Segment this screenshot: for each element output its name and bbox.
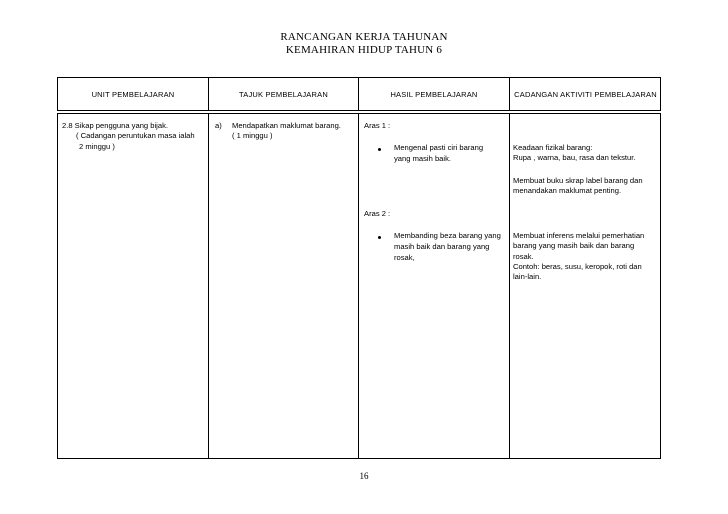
page-number: 16 bbox=[359, 471, 369, 481]
header-hasil-pembelajaran: HASIL PEMBELAJARAN bbox=[390, 89, 478, 99]
aras-2-outcome-end: rosak, bbox=[394, 253, 415, 262]
activity-scrapbook: Membuat buku skrap label barang dan bbox=[513, 176, 643, 185]
aras-2-outcome: Membanding beza barang yang bbox=[394, 231, 501, 240]
aras-2-label: Aras 2 : bbox=[364, 209, 391, 218]
tajuk-marker: a) bbox=[215, 121, 222, 130]
unit-duration: 2 minggu ) bbox=[79, 142, 115, 151]
bullet-icon bbox=[378, 148, 381, 151]
header-cadangan-aktiviti: CADANGAN AKTIVITI PEMBELAJARAN bbox=[514, 89, 657, 99]
column-divider bbox=[358, 114, 359, 458]
table-body-row bbox=[57, 113, 661, 459]
activity-inference-end: rosak. bbox=[513, 252, 534, 261]
aras-1-outcome: Mengenal pasti ciri barang bbox=[394, 143, 484, 152]
aras-2-outcome-cont: masih baik dan barang yang bbox=[394, 242, 490, 251]
activity-physical-attributes: Rupa , warna, bau, rasa dan tekstur. bbox=[513, 153, 636, 162]
activity-physical-condition: Keadaan fizikal barang: bbox=[513, 143, 593, 152]
aras-1-label: Aras 1 : bbox=[364, 121, 391, 130]
aras-1-outcome-cont: yang masih baik. bbox=[394, 154, 451, 163]
bullet-icon bbox=[378, 236, 381, 239]
table-header-row bbox=[57, 77, 661, 111]
document-title: RANCANGAN KERJA TAHUNAN bbox=[280, 31, 448, 43]
activity-inference: Membuat inferens melalui pemerhatian bbox=[513, 231, 645, 240]
tajuk-duration: ( 1 minggu ) bbox=[232, 131, 273, 140]
activity-inference-cont: barang yang masih baik dan barang bbox=[513, 241, 635, 250]
header-tajuk-pembelajaran: TAJUK PEMBELAJARAN bbox=[239, 89, 328, 99]
column-divider bbox=[509, 114, 510, 458]
unit-title: 2.8 Sikap pengguna yang bijak. bbox=[62, 121, 168, 130]
tajuk-title: Mendapatkan maklumat barang. bbox=[232, 121, 341, 130]
activity-scrapbook-cont: menandakan maklumat penting. bbox=[513, 186, 622, 195]
document-subtitle: KEMAHIRAN HIDUP TAHUN 6 bbox=[285, 44, 443, 56]
header-unit-pembelajaran: UNIT PEMBELAJARAN bbox=[91, 89, 175, 99]
unit-allocation: ( Cadangan peruntukan masa ialah bbox=[76, 131, 195, 140]
activity-examples: Contoh: beras, susu, keropok, roti dan bbox=[513, 262, 642, 271]
activity-examples-cont: lain-lain. bbox=[513, 272, 542, 281]
column-divider bbox=[208, 114, 209, 458]
